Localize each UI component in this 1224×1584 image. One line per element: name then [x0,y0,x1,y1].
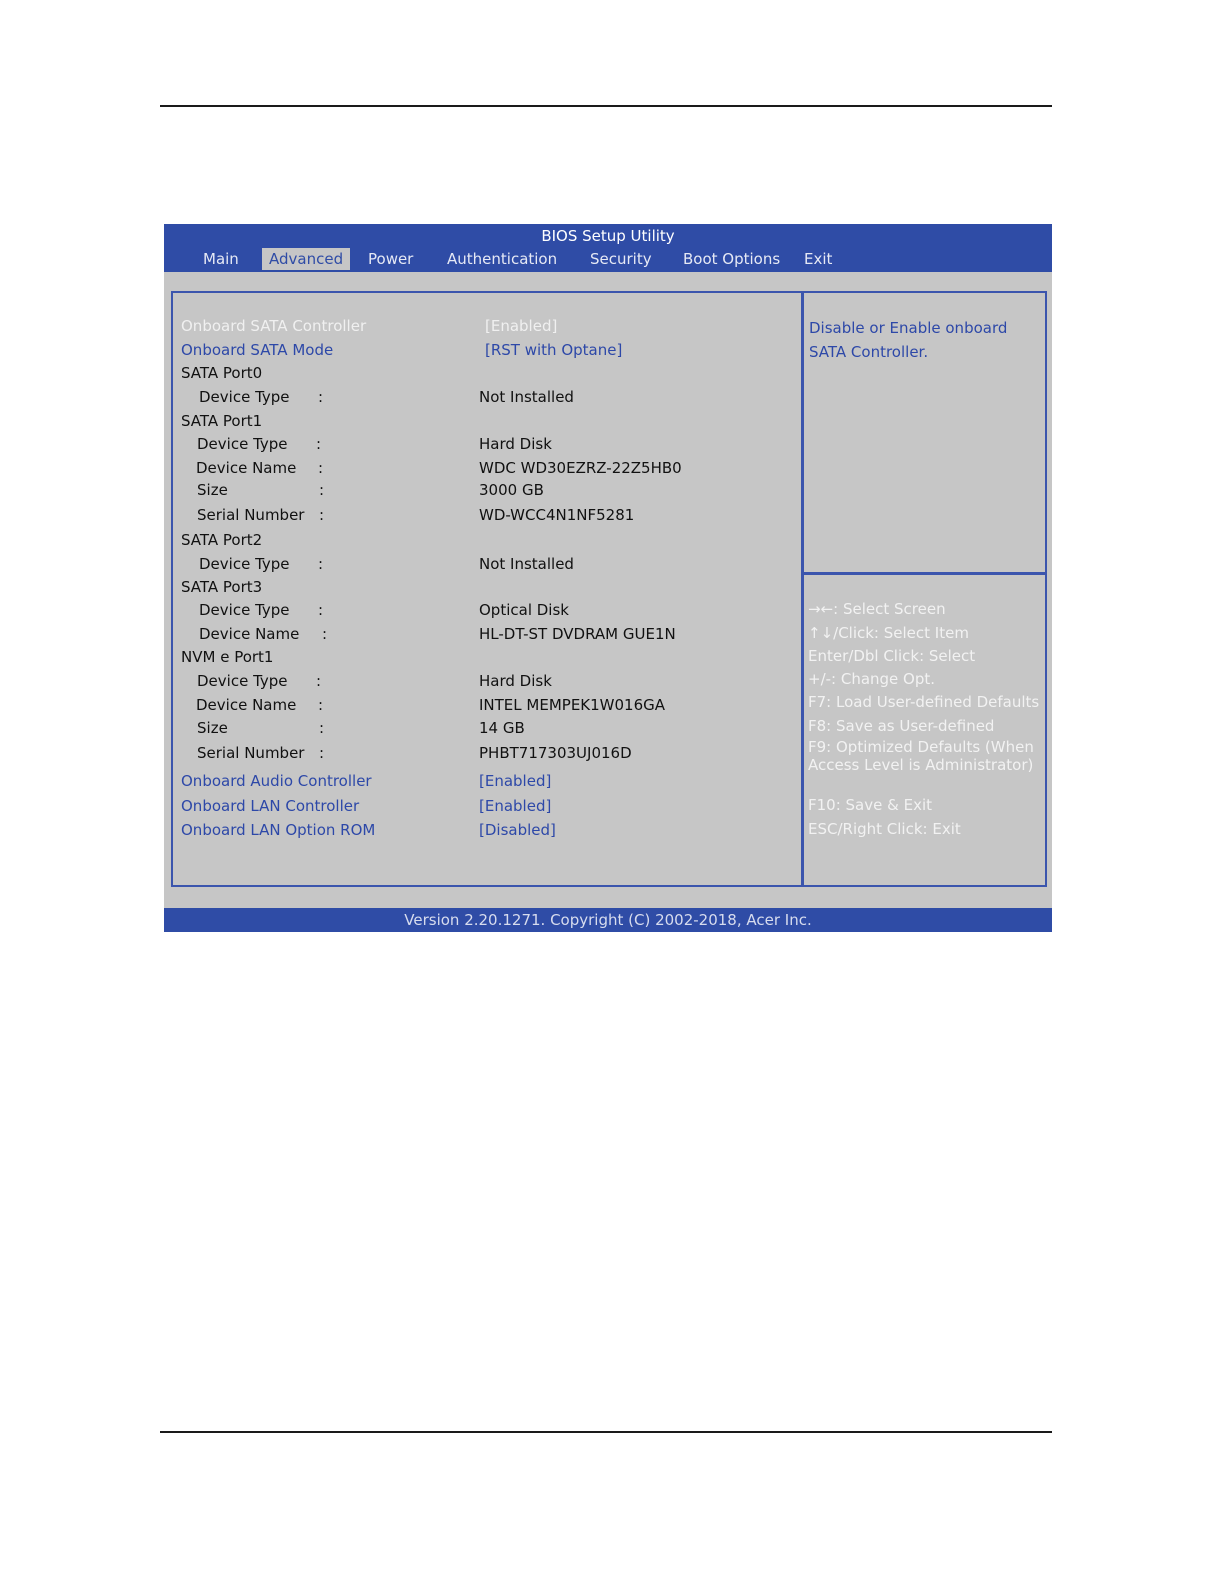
setting-value[interactable]: [Enabled] [485,317,558,335]
info-colon: : [318,601,324,619]
info-row [173,671,803,693]
key-change-opt: +/-: Change Opt. [808,670,936,688]
bios-screen [164,224,1052,932]
settings-pane [171,291,803,887]
setting-label: Onboard SATA Controller [181,317,367,335]
info-label: Device Type [197,672,288,690]
group-header-sata-port0 [173,363,803,385]
setting-onboard-sata-mode[interactable] [173,340,803,362]
bios-header [164,224,1052,272]
info-value: 14 GB [479,719,525,737]
group-header-sata-port3 [173,577,803,599]
info-value: INTEL MEMPEK1W016GA [479,696,666,714]
tab-main[interactable]: Main [203,250,239,268]
key-f7-load-defaults: F7: Load User-defined Defaults [808,693,1040,711]
info-value: Hard Disk [479,435,552,453]
tab-security[interactable]: Security [590,250,652,268]
info-row [173,743,803,765]
info-label: Device Name [199,625,300,643]
setting-onboard-lan-controller[interactable] [173,796,803,818]
bios-title: BIOS Setup Utility [541,227,675,245]
group-label: SATA Port2 [181,531,263,549]
info-row [173,600,803,622]
info-row [173,718,803,740]
help-text: Disable or Enable onboard SATA Controller. [809,319,1008,361]
info-value: Optical Disk [479,601,569,619]
setting-value[interactable]: [Enabled] [479,772,552,790]
tab-exit[interactable]: Exit [804,250,833,268]
setting-value[interactable]: [Enabled] [479,797,552,815]
bios-footer: Version 2.20.1271. Copyright (C) 2002-2018, Acer Inc. [164,908,1052,932]
key-f8-save-user-defined: F8: Save as User-defined [808,717,995,735]
info-row [173,434,803,456]
key-f10-save-exit: F10: Save & Exit [808,796,932,814]
item-help-pane [802,291,1047,574]
info-label: Size [197,719,228,737]
setting-value[interactable]: [Disabled] [479,821,556,839]
info-colon: : [319,481,325,499]
group-label: SATA Port0 [181,364,263,382]
info-colon: : [318,459,324,477]
info-value: 3000 GB [479,481,544,499]
setting-label: Onboard LAN Controller [181,797,360,815]
info-label: Device Type [199,601,290,619]
setting-onboard-sata-controller[interactable] [173,316,803,338]
group-label: SATA Port1 [181,412,263,430]
info-value: HL-DT-ST DVDRAM GUE1N [479,625,676,643]
info-colon: : [318,696,324,714]
info-row [173,387,803,409]
info-label: Device Name [196,459,297,477]
info-colon: : [318,555,324,573]
info-value: Not Installed [479,555,574,573]
info-label: Device Type [197,435,288,453]
setting-label: Onboard SATA Mode [181,341,334,359]
info-colon: : [319,744,325,762]
setting-onboard-lan-option-rom[interactable] [173,820,803,842]
info-value: PHBT717303UJ016D [479,744,632,762]
info-label: Device Type [199,388,290,406]
info-row [173,554,803,576]
info-row [173,480,803,502]
group-header-sata-port2 [173,530,803,552]
info-colon: : [316,672,322,690]
info-label: Device Name [196,696,297,714]
tab-advanced[interactable]: Advanced [262,248,350,270]
key-f9-optimized-defaults: F9: Optimized Defaults (When Access Level is Administrator) [808,738,1034,774]
group-header-sata-port1 [173,411,803,433]
info-colon: : [319,506,325,524]
tab-boot-options[interactable]: Boot Options [683,250,781,268]
info-label: Serial Number [197,744,305,762]
group-header-nvme-port1 [173,647,803,669]
info-value: WD-WCC4N1NF5281 [479,506,635,524]
page-bottom-rule [160,1431,1052,1433]
key-legend-pane [802,573,1047,887]
group-label: SATA Port3 [181,578,263,596]
info-row [173,624,803,646]
key-esc-exit: ESC/Right Click: Exit [808,820,961,838]
key-select-screen: →←: Select Screen [808,600,946,618]
tab-power[interactable]: Power [368,250,414,268]
info-value: Hard Disk [479,672,552,690]
info-row [173,695,803,717]
tab-authentication[interactable]: Authentication [447,250,558,268]
info-row [173,458,803,480]
info-label: Serial Number [197,506,305,524]
setting-label: Onboard Audio Controller [181,772,372,790]
info-value: WDC WD30EZRZ-22Z5HB0 [479,459,682,477]
info-colon: : [322,625,328,643]
info-value: Not Installed [479,388,574,406]
key-select-item: ↑↓/Click: Select Item [808,624,969,642]
info-label: Device Type [199,555,290,573]
page-top-rule [160,105,1052,107]
setting-onboard-audio-controller[interactable] [173,771,803,793]
info-colon: : [316,435,322,453]
setting-value[interactable]: [RST with Optane] [485,341,623,359]
info-colon: : [319,719,325,737]
info-colon: : [318,388,324,406]
key-enter-select: Enter/Dbl Click: Select [808,647,976,665]
setting-label: Onboard LAN Option ROM [181,821,376,839]
info-row [173,505,803,527]
group-label: NVM e Port1 [181,648,274,666]
info-label: Size [197,481,228,499]
